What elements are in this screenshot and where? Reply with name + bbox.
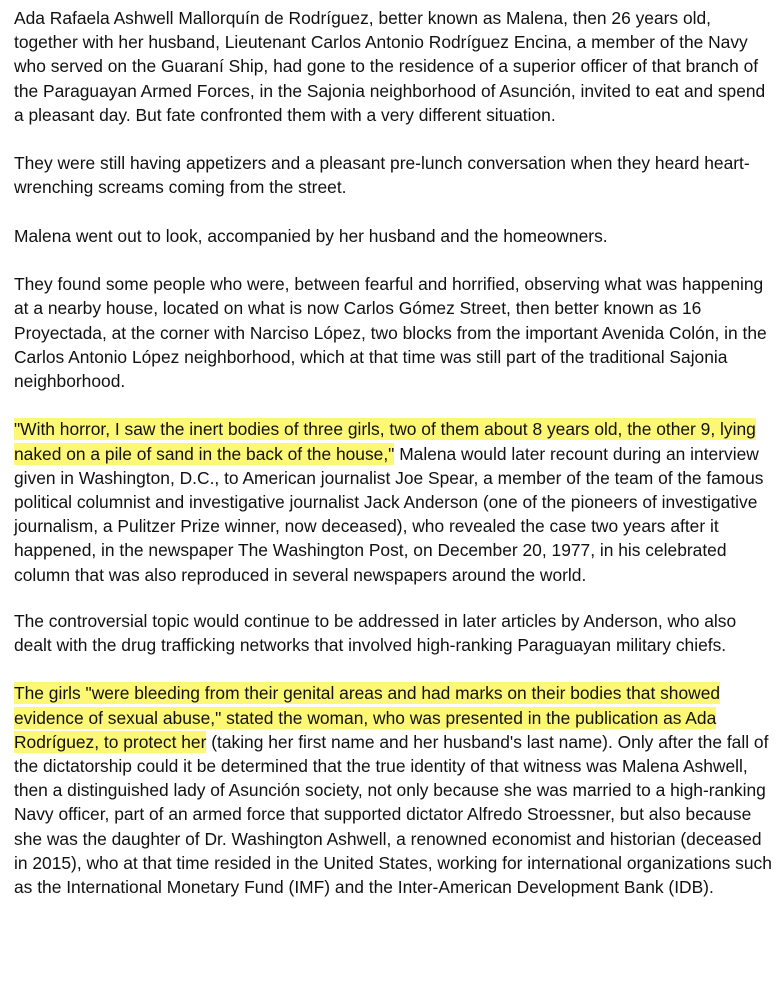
paragraph-6: The controversial topic would continue to be addressed in later articles by Anderson, who also dealt with the drug trafficking networks that involved high-ranking Paraguayan military chiefs. — [14, 610, 737, 656]
paragraph-4: They found some people who were, between fearful and horrified, observing what was happening at a nearby house, located on what is now Carlos Gómez Street, then better known as 16 Proyectada, at the corner with Narciso López, two blocks from the important Avenida Colón, in the Carlos Antonio López neighborhood, which at that time was still part of the traditional Sajonia neighborhood. — [14, 274, 767, 391]
paragraph-7-text: (taking her first name and her husband's last name). Only after the fall of the dictatorship could it be determined that the true identity of that witness was Malena Ashwell, then a distinguished lady of Asunción society, not only because she was married to a high-ranking Navy officer, part of an armed force that supported dictator Alfredo Stroessner, but also because she was the daughter of Dr. Washington Ashwell, a renowned economist and historian (deceased in 2015), who at that time resided in the United States, working for international organizations such as the International Monetary Fund (IMF) and the Inter-American Development Bank (IDB). — [14, 731, 772, 898]
article-body — [14, 6, 772, 923]
paragraph-5 — [14, 417, 772, 586]
paragraph-3: Malena went out to look, accompanied by her husband and the homeowners. — [14, 225, 608, 246]
highlighted-quote-1: "With horror, I saw the inert bodies of three girls, two of them about 8 years old, the other 9, lying naked on a pile of sand in the back of the house," — [14, 419, 756, 464]
paragraph-5-text: Malena would later recount during an interview given in Washington, D.C., to American journalist Joe Spear, a member of the team of the famous political columnist and investigative journalist Jack Anderson (one of the pioneers of investigative journalism, a Pulitzer Prize winner, now deceased), who revealed the case two years after it happened, in the newspaper The Washington Post, on December 20, 1977, in his celebrated column that was also reproduced in several newspapers around the world. — [14, 443, 764, 585]
paragraph-2: They were still having appetizers and a pleasant pre-lunch conversation when they heard heart-wrenching screams coming from the street. — [14, 153, 750, 198]
paragraph-1: Ada Rafaela Ashwell Mallorquín de Rodríguez, better known as Malena, then 26 years old, together with her husband, Lieutenant Carlos Antonio Rodríguez Encina, a member of the Navy who served on the Guaraní Ship, had gone to the residence of a superior officer of that branch of the Paraguayan Armed Forces, in the Sajonia neighborhood of Asunción, invited to eat and spend a pleasant day. But fate confronted them with a very different situation. — [14, 8, 766, 125]
highlighted-quote-2: The girls "were bleeding from their genital areas and had marks on their bodies that showed evidence of sexual abuse," stated the woman, who was presented in the publication as Ada Rodríguez, to protect her — [14, 683, 721, 752]
paragraph-7 — [14, 681, 772, 899]
